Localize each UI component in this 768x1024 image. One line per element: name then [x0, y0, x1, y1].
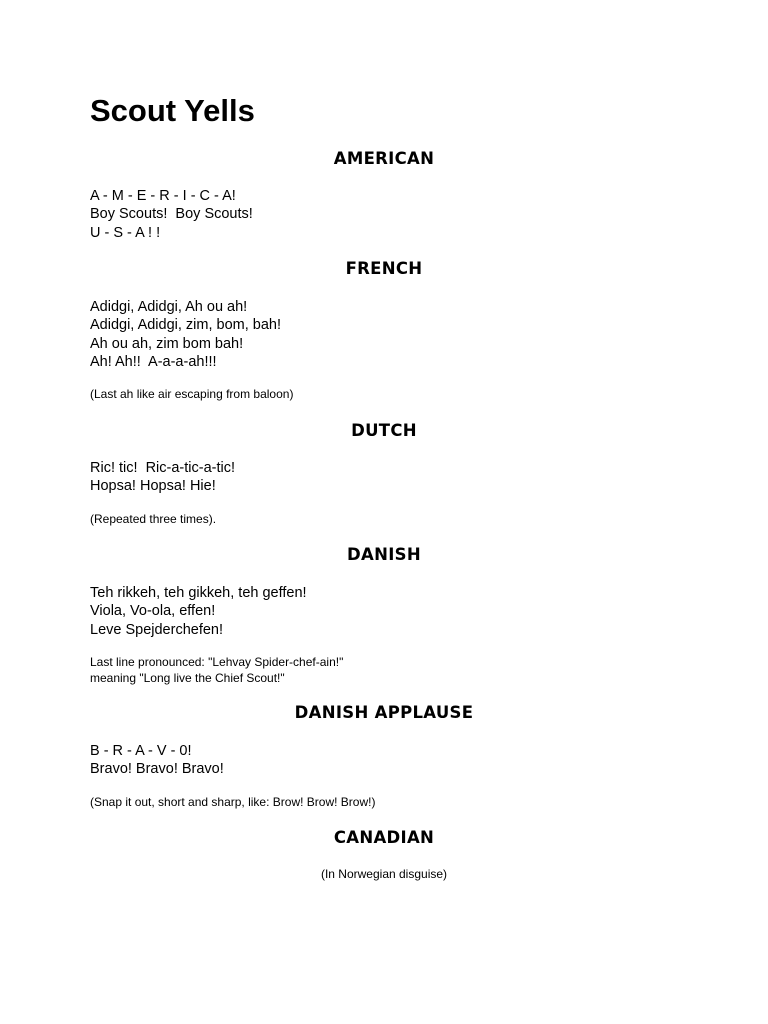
yell-line: B - R - A - V - 0! — [90, 743, 192, 759]
yell-line: U - S - A ! ! — [90, 224, 161, 241]
yell-note-dutch: (Repeated three times). — [90, 512, 217, 526]
section-heading-dutch: DUTCH — [351, 421, 417, 440]
yell-line: Adidgi, Adidgi, zim, bom, bah! — [90, 317, 282, 334]
yell-line: Ah ou ah, zim bom bah! — [90, 335, 244, 352]
yell-note-danish-line-1: Last line pronounced: "Lehvay Spider-chef-ain!" — [90, 655, 344, 669]
yell-note-danish-line-2: meaning "Long live the Chief Scout!" — [90, 671, 285, 685]
yell-line: Teh rikkeh, teh gikkeh, teh geffen! — [90, 585, 307, 601]
yell-line: Hopsa! Hopsa! Hie! — [90, 478, 216, 495]
yell-lines-dutch — [90, 459, 235, 496]
yell-note-danish-applause: (Snap it out, short and sharp, like: Brow! Brow! Brow!) — [90, 795, 376, 809]
section-heading-canadian: CANADIAN — [333, 828, 435, 847]
yell-line: Ric! tic! Ric-a-tic-a-tic! — [90, 460, 235, 476]
section-heading-danish: DANISH — [347, 545, 421, 564]
yell-line: Bravo! Bravo! Bravo! — [90, 761, 224, 778]
yell-note-canadian: (In Norwegian disguise) — [320, 867, 448, 881]
yell-line: Leve Spejderchefen! — [90, 621, 224, 638]
section-heading-danish-applause: DANISH APPLAUSE — [294, 703, 474, 722]
yell-lines-american — [90, 187, 253, 242]
page-title: Scout Yells — [90, 93, 255, 128]
yell-line: Ah! Ah!! A-a-a-ah!!! — [90, 353, 217, 370]
yell-line: Adidgi, Adidgi, Ah ou ah! — [90, 299, 248, 315]
yell-line: Boy Scouts! Boy Scouts! — [90, 206, 253, 223]
yell-lines-danish — [90, 584, 307, 639]
yell-lines-danish-applause — [90, 742, 224, 779]
yell-line: A - M - E - R - I - C - A! — [90, 188, 236, 204]
yell-note-french: (Last ah like air escaping from baloon) — [90, 387, 294, 401]
section-heading-american: AMERICAN — [333, 149, 435, 168]
yell-line: Viola, Vo-ola, effen! — [90, 603, 216, 620]
yell-lines-french — [90, 298, 281, 371]
section-heading-french: FRENCH — [345, 259, 423, 278]
